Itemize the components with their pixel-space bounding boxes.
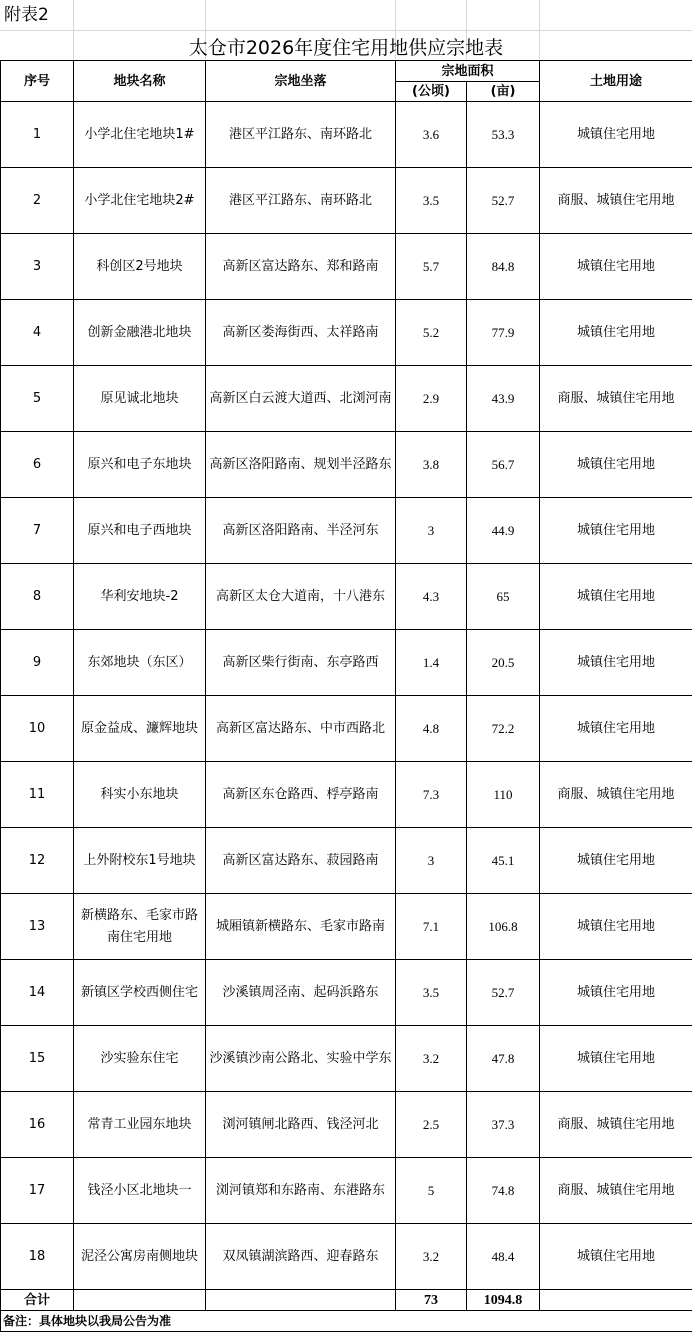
- total-row: [1, 1290, 692, 1311]
- row-seq: 2: [1, 168, 74, 234]
- table-row: [1, 498, 692, 564]
- row-name: 常青工业园东地块: [74, 1092, 206, 1158]
- row-area-ha: 3.2: [396, 1224, 467, 1290]
- row-area-mu: 56.7: [467, 432, 540, 498]
- row-usage: 城镇住宅用地: [540, 1224, 692, 1290]
- row-location: 沙溪镇沙南公路北、实验中学东: [206, 1026, 396, 1092]
- total-empty: [74, 1290, 206, 1311]
- row-name: 新横路东、毛家市路南住宅用地: [74, 894, 206, 960]
- table-row: [1, 168, 692, 234]
- table-row: [1, 1224, 692, 1290]
- row-area-mu: 53.3: [467, 102, 540, 168]
- row-area-ha: 3.8: [396, 432, 467, 498]
- row-location: 港区平江路东、南环路北: [206, 102, 396, 168]
- row-usage: 城镇住宅用地: [540, 234, 692, 300]
- row-usage: 城镇住宅用地: [540, 102, 692, 168]
- row-area-mu: 48.4: [467, 1224, 540, 1290]
- row-location: 高新区娄海街西、太祥路南: [206, 300, 396, 366]
- total-empty: [206, 1290, 396, 1311]
- table-row: [1, 234, 692, 300]
- row-name: 小学北住宅地块1#: [74, 102, 206, 168]
- row-name: 沙实验东住宅: [74, 1026, 206, 1092]
- header-usage: 土地用途: [540, 61, 692, 102]
- row-location: 高新区富达路东、菽园路南: [206, 828, 396, 894]
- row-name: 创新金融港北地块: [74, 300, 206, 366]
- table-row: [1, 300, 692, 366]
- row-seq: 15: [1, 1026, 74, 1092]
- row-area-ha: 7.3: [396, 762, 467, 828]
- row-area-mu: 44.9: [467, 498, 540, 564]
- row-usage: 商服、城镇住宅用地: [540, 1092, 692, 1158]
- row-name: 原兴和电子西地块: [74, 498, 206, 564]
- table-row: [1, 696, 692, 762]
- table-row: [1, 1092, 692, 1158]
- row-area-mu: 45.1: [467, 828, 540, 894]
- row-seq: 6: [1, 432, 74, 498]
- note-text: 备注：具体地块以我局公告为准: [1, 1311, 692, 1332]
- header-name: 地块名称: [74, 61, 206, 102]
- row-area-ha: 3.2: [396, 1026, 467, 1092]
- row-seq: 16: [1, 1092, 74, 1158]
- row-name: 新镇区学校西侧住宅: [74, 960, 206, 1026]
- row-seq: 17: [1, 1158, 74, 1224]
- row-area-mu: 37.3: [467, 1092, 540, 1158]
- row-location: 高新区太仓大道南，十八港东: [206, 564, 396, 630]
- row-location: 城厢镇新横路东、毛家市路南: [206, 894, 396, 960]
- row-location: 沙溪镇周泾南、起码浜路东: [206, 960, 396, 1026]
- table-row: [1, 828, 692, 894]
- row-name: 华利安地块-2: [74, 564, 206, 630]
- row-area-ha: 5: [396, 1158, 467, 1224]
- row-area-mu: 20.5: [467, 630, 540, 696]
- row-area-mu: 84.8: [467, 234, 540, 300]
- row-area-ha: 3: [396, 498, 467, 564]
- row-seq: 5: [1, 366, 74, 432]
- row-area-ha: 3.5: [396, 960, 467, 1026]
- row-name: 钱泾小区北地块一: [74, 1158, 206, 1224]
- total-empty: [540, 1290, 692, 1311]
- row-seq: 8: [1, 564, 74, 630]
- row-area-ha: 3.5: [396, 168, 467, 234]
- row-name: 科实小东地块: [74, 762, 206, 828]
- row-name: 上外附校东1号地块: [74, 828, 206, 894]
- row-usage: 城镇住宅用地: [540, 432, 692, 498]
- row-seq: 4: [1, 300, 74, 366]
- row-area-ha: 4.3: [396, 564, 467, 630]
- header-seq: 序号: [1, 61, 74, 102]
- row-seq: 7: [1, 498, 74, 564]
- row-area-mu: 72.2: [467, 696, 540, 762]
- row-area-ha: 5.2: [396, 300, 467, 366]
- row-area-mu: 77.9: [467, 300, 540, 366]
- row-area-mu: 52.7: [467, 168, 540, 234]
- row-area-ha: 3.6: [396, 102, 467, 168]
- row-usage: 城镇住宅用地: [540, 696, 692, 762]
- row-location: 高新区柴行街南、东亭路西: [206, 630, 396, 696]
- row-seq: 1: [1, 102, 74, 168]
- row-usage: 商服、城镇住宅用地: [540, 168, 692, 234]
- row-usage: 商服、城镇住宅用地: [540, 1158, 692, 1224]
- row-name: 科创区2号地块: [74, 234, 206, 300]
- row-seq: 14: [1, 960, 74, 1026]
- header-area-mu: (亩): [467, 82, 540, 102]
- row-location: 高新区洛阳路南、半泾河东: [206, 498, 396, 564]
- row-area-ha: 3: [396, 828, 467, 894]
- row-location: 双凤镇湖滨路西、迎春路东: [206, 1224, 396, 1290]
- row-area-mu: 110: [467, 762, 540, 828]
- table-row: [1, 432, 692, 498]
- row-name: 原金益成、濂辉地块: [74, 696, 206, 762]
- row-name: 原兴和电子东地块: [74, 432, 206, 498]
- row-seq: 13: [1, 894, 74, 960]
- gridline: [0, 30, 692, 31]
- row-seq: 18: [1, 1224, 74, 1290]
- row-area-ha: 2.9: [396, 366, 467, 432]
- header-area: 宗地面积: [396, 61, 540, 82]
- table-row: [1, 960, 692, 1026]
- table-row: [1, 762, 692, 828]
- row-area-mu: 74.8: [467, 1158, 540, 1224]
- table-row: [1, 1026, 692, 1092]
- row-usage: 城镇住宅用地: [540, 828, 692, 894]
- row-seq: 10: [1, 696, 74, 762]
- row-usage: 城镇住宅用地: [540, 630, 692, 696]
- row-location: 高新区洛阳路南、规划半泾路东: [206, 432, 396, 498]
- row-area-mu: 106.8: [467, 894, 540, 960]
- row-name: 泥泾公寓房南侧地块: [74, 1224, 206, 1290]
- table-row: [1, 102, 692, 168]
- row-location: 高新区富达路东、郑和路南: [206, 234, 396, 300]
- table-row: [1, 894, 692, 960]
- row-location: 高新区白云渡大道西、北浏河南: [206, 366, 396, 432]
- row-seq: 9: [1, 630, 74, 696]
- table-row: [1, 1158, 692, 1224]
- header-area-ha: (公顷): [396, 82, 467, 102]
- row-usage: 城镇住宅用地: [540, 300, 692, 366]
- row-location: 港区平江路东、南环路北: [206, 168, 396, 234]
- table-row: [1, 564, 692, 630]
- row-usage: 城镇住宅用地: [540, 564, 692, 630]
- row-area-ha: 4.8: [396, 696, 467, 762]
- row-area-mu: 43.9: [467, 366, 540, 432]
- attachment-label: 附表2: [4, 5, 49, 25]
- note-row: [1, 1311, 692, 1332]
- row-area-mu: 65: [467, 564, 540, 630]
- row-location: 浏河镇郑和东路南、东港路东: [206, 1158, 396, 1224]
- row-usage: 城镇住宅用地: [540, 1026, 692, 1092]
- header-location: 宗地坐落: [206, 61, 396, 102]
- row-seq: 3: [1, 234, 74, 300]
- row-name: 原见诚北地块: [74, 366, 206, 432]
- row-usage: 商服、城镇住宅用地: [540, 366, 692, 432]
- table-row: [1, 630, 692, 696]
- row-usage: 城镇住宅用地: [540, 960, 692, 1026]
- table-row: [1, 366, 692, 432]
- row-area-ha: 1.4: [396, 630, 467, 696]
- row-area-ha: 2.5: [396, 1092, 467, 1158]
- row-area-ha: 7.1: [396, 894, 467, 960]
- row-seq: 11: [1, 762, 74, 828]
- total-area-mu: 1094.8: [467, 1290, 540, 1311]
- land-supply-table: [0, 60, 692, 1332]
- table-title: 太仓市2026年度住宅用地供应宗地表: [188, 37, 504, 59]
- row-location: 高新区富达路东、中市西路北: [206, 696, 396, 762]
- row-name: 东郊地块（东区）: [74, 630, 206, 696]
- row-location: 浏河镇闸北路西、钱泾河北: [206, 1092, 396, 1158]
- row-area-mu: 47.8: [467, 1026, 540, 1092]
- total-label: 合计: [1, 1290, 74, 1311]
- row-name: 小学北住宅地块2#: [74, 168, 206, 234]
- row-location: 高新区东仓路西、桴亭路南: [206, 762, 396, 828]
- row-usage: 城镇住宅用地: [540, 498, 692, 564]
- row-usage: 商服、城镇住宅用地: [540, 762, 692, 828]
- row-usage: 城镇住宅用地: [540, 894, 692, 960]
- row-area-ha: 5.7: [396, 234, 467, 300]
- table-body: [1, 102, 692, 1290]
- row-area-mu: 52.7: [467, 960, 540, 1026]
- total-area-ha: 73: [396, 1290, 467, 1311]
- row-seq: 12: [1, 828, 74, 894]
